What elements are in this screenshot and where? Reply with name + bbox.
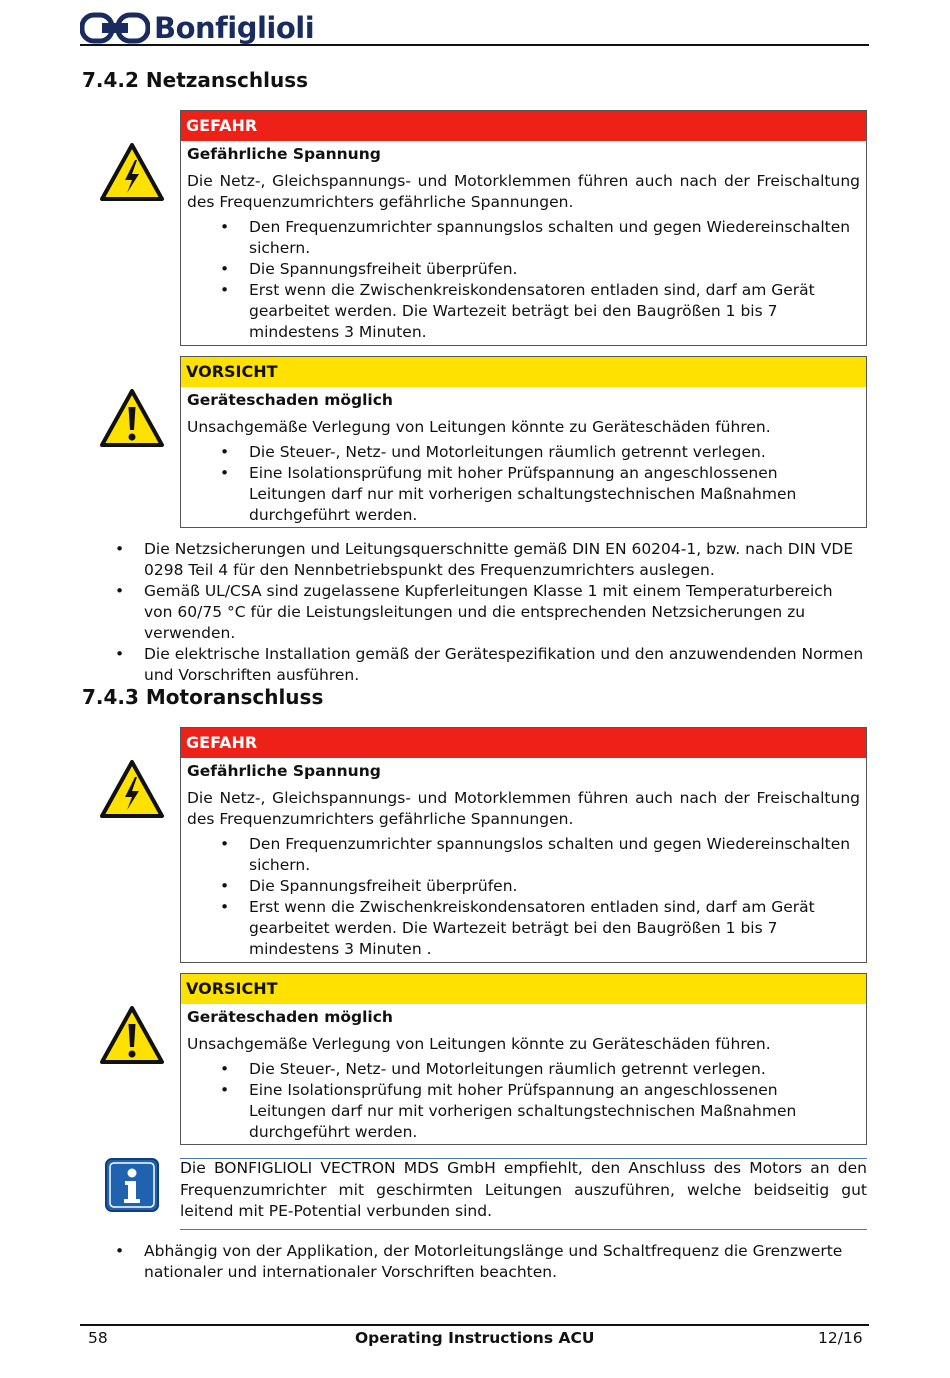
list-item: • Erst wenn die Zwischenkreiskondensatoren entladen sind, darf am Gerät gearbeitet werden. Die Wartezeit beträgt bei den Baugrößen 1 bis 7 mindestens 3 Minuten. [249, 280, 854, 343]
caution-label: VORSICHT [181, 357, 866, 387]
danger-label: GEFAHR [181, 111, 866, 141]
bullet-list-motoranschluss [144, 1241, 864, 1283]
danger-label: GEFAHR [181, 728, 866, 758]
list-item: • Erst wenn die Zwischenkreiskondensatoren entladen sind, darf am Gerät gearbeitet werden. Die Wartezeit beträgt bei den Baugrößen 1 bis 7 mindestens 3 Minuten . [249, 897, 854, 960]
caution-text: Unsachgemäße Verlegung von Leitungen könnte zu Geräteschäden führen. [187, 1035, 771, 1053]
caution-box-2 [180, 973, 867, 1145]
info-box [180, 1158, 867, 1230]
footer-date: 12/16 [818, 1329, 863, 1347]
list-item: • Abhängig von der Applikation, der Motorleitungslänge und Schaltfrequenz die Grenzwerte nationaler und internationaler Vorschriften beachten. [144, 1241, 864, 1283]
caution-box-1 [180, 356, 867, 528]
info-icon [104, 1157, 160, 1213]
section-title-netzanschluss: 7.4.2 Netzanschluss [82, 68, 309, 92]
warning-icon [99, 388, 165, 448]
danger-text: Die Netz-, Gleichspannungs- und Motorklemmen führen auch nach der Freischaltung des Frequenzumrichters gefährliche Spannungen. [187, 789, 860, 828]
footer-rule [80, 1324, 869, 1326]
caution-subtitle: Geräteschaden möglich [187, 1008, 393, 1026]
danger-box-1 [180, 110, 867, 346]
list-item: • Gemäß UL/CSA sind zugelassene Kupferleitungen Klasse 1 mit einem Temperaturbereich von 60/75 °C für die Leistungsleitungen und die entsprechenden Netzsicherungen zu verwenden. [144, 581, 864, 644]
caution-label: VORSICHT [181, 974, 866, 1004]
section-title-motoranschluss: 7.4.3 Motoranschluss [82, 685, 324, 709]
danger-box-2 [180, 727, 867, 963]
caution-text: Unsachgemäße Verlegung von Leitungen könnte zu Geräteschäden führen. [187, 418, 771, 436]
info-text: Die BONFIGLIOLI VECTRON MDS GmbH empfiehlt, den Anschluss des Motors an den Frequenzumrichter mit geschirmten Leitungen auszuführen, welche beidseitig gut leitend mit PE-Potential verbunden sind. [180, 1159, 867, 1220]
electric-hazard-icon [99, 759, 165, 819]
list-item: • Die Netzsicherungen und Leitungsquerschnitte gemäß DIN EN 60204-1, bzw. nach DIN VDE 0298 Teil 4 für den Nennbetriebspunkt des Frequenzumrichters auslegen. [144, 539, 864, 581]
caution-subtitle: Geräteschaden möglich [187, 391, 393, 409]
header-rule [80, 44, 869, 46]
bonfiglioli-logo [80, 10, 340, 46]
danger-text: Die Netz-, Gleichspannungs- und Motorklemmen führen auch nach der Freischaltung des Frequenzumrichters gefährliche Spannungen. [187, 172, 860, 211]
logo-mark-icon [80, 12, 150, 44]
danger-subtitle: Gefährliche Spannung [187, 762, 381, 780]
list-item: • Eine Isolationsprüfung mit hoher Prüfspannung an angeschlossenen Leitungen darf nur mit vorherigen schaltungstechnischen Maßnahmen durchgeführt werden. [249, 1080, 854, 1143]
list-item: • Die Spannungsfreiheit überprüfen. [249, 876, 854, 897]
list-item: • Den Frequenzumrichter spannungslos schalten und gegen Wiedereinschalten sichern. [249, 217, 854, 259]
electric-hazard-icon [99, 142, 165, 202]
list-item: • Die Steuer-, Netz- und Motorleitungen räumlich getrennt verlegen. [249, 442, 854, 463]
page-number: 58 [88, 1329, 108, 1347]
bullet-list-netzanschluss [144, 539, 864, 686]
list-item: • Die Steuer-, Netz- und Motorleitungen räumlich getrennt verlegen. [249, 1059, 854, 1080]
danger-subtitle: Gefährliche Spannung [187, 145, 381, 163]
list-item: • Die elektrische Installation gemäß der Gerätespezifikation und den anzuwendenden Normen und Vorschriften ausführen. [144, 644, 864, 686]
list-item: • Den Frequenzumrichter spannungslos schalten und gegen Wiedereinschalten sichern. [249, 834, 854, 876]
warning-icon [99, 1005, 165, 1065]
list-item: • Die Spannungsfreiheit überprüfen. [249, 259, 854, 280]
footer-title: Operating Instructions ACU [355, 1329, 595, 1347]
list-item: • Eine Isolationsprüfung mit hoher Prüfspannung an angeschlossenen Leitungen darf nur mit vorherigen schaltungstechnischen Maßnahmen durchgeführt werden. [249, 463, 854, 526]
logo-text: Bonfiglioli [154, 11, 315, 45]
